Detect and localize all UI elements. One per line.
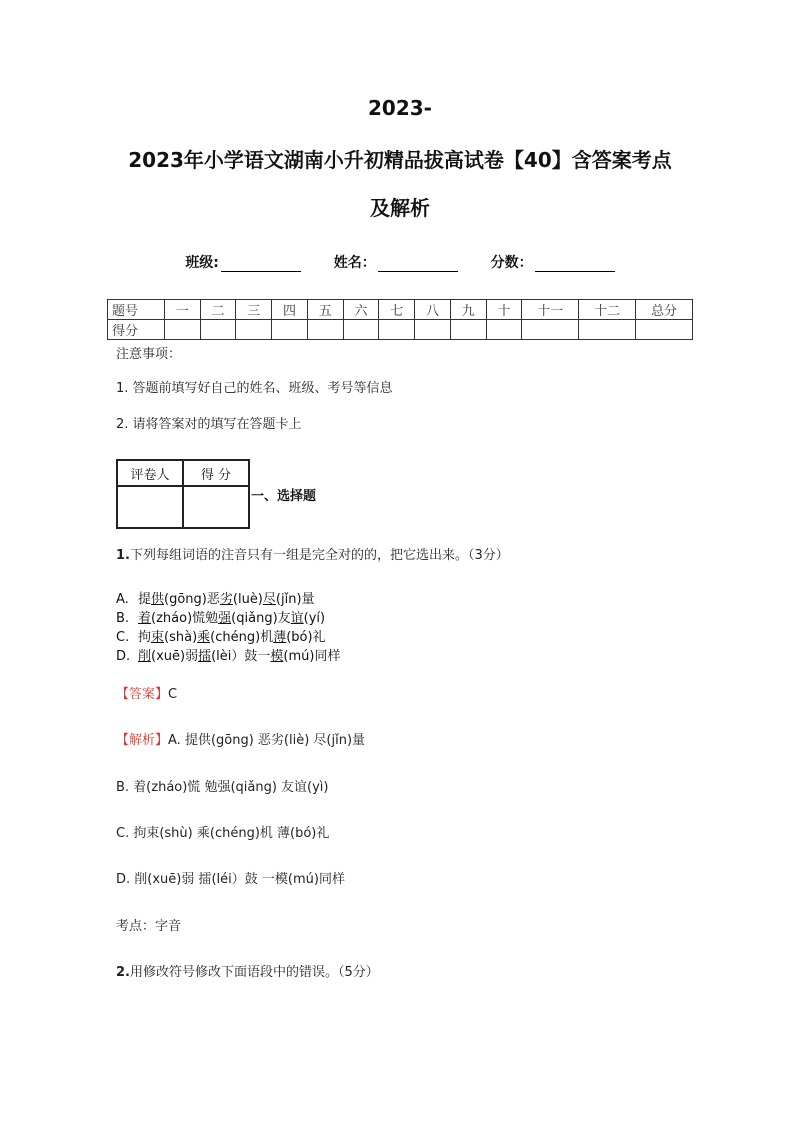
- score-table-score-row: [108, 320, 693, 340]
- score-cell[interactable]: [343, 320, 379, 340]
- kaodian-line: 考点：字音: [116, 919, 182, 934]
- score-table-header-row: [108, 300, 693, 320]
- answer-line: [116, 683, 177, 702]
- option-a[interactable]: A. 提供(gōng)恶劣(luè)尽(jǐn)量: [116, 592, 315, 607]
- score-cell[interactable]: [272, 320, 308, 340]
- table-cell: 六: [343, 300, 379, 320]
- table-cell: 总分: [636, 300, 693, 320]
- score-cell[interactable]: [164, 320, 200, 340]
- score-cell[interactable]: [636, 320, 693, 340]
- grader-cell[interactable]: [117, 486, 183, 528]
- grader-label: 评卷人: [117, 460, 183, 486]
- table-cell: 十二: [579, 300, 636, 320]
- analysis-line-1: 【解析】A. 提供(gōng) 恶劣(liè) 尽(jǐn)量: [116, 733, 366, 748]
- table-cell: 九: [450, 300, 486, 320]
- question-number: 2.: [116, 965, 130, 980]
- table-cell: 七: [379, 300, 415, 320]
- grader-table: [116, 459, 250, 529]
- score-cell[interactable]: [415, 320, 451, 340]
- score-cell[interactable]: [522, 320, 579, 340]
- analysis-line-4: D. 削(xuē)弱 擂(léi）鼓 一模(mú)同样: [116, 872, 345, 887]
- class-field[interactable]: 班级:: [185, 252, 301, 272]
- score-cell[interactable]: [200, 320, 236, 340]
- name-field[interactable]: 姓名：: [334, 252, 458, 272]
- option-d[interactable]: D. 削(xuē)弱擂(lèi）鼓一模(mú)同样: [116, 649, 341, 664]
- question-1-options: [116, 590, 340, 666]
- notice-item-1: 1. 答题前填写好自己的姓名、班级、考号等信息: [116, 381, 393, 396]
- grader-score-cell[interactable]: [183, 486, 249, 528]
- notice-heading: 注意事项：: [116, 347, 182, 362]
- table-cell: 一: [164, 300, 200, 320]
- score-cell[interactable]: [307, 320, 343, 340]
- table-cell: 三: [236, 300, 272, 320]
- analysis-line-3: C. 拘束(shù) 乘(chéng)机 薄(bó)礼: [116, 826, 330, 841]
- question-2-stem: 2.用修改符号修改下面语段中的错误。（5分）: [116, 965, 379, 980]
- notice-item-2: 2. 请将答案对的填写在答题卡上: [116, 417, 302, 432]
- analysis-label: 【解析】: [116, 733, 169, 748]
- student-info-row: [0, 252, 800, 272]
- score-cell[interactable]: [486, 320, 522, 340]
- title-line-1: 2023-: [368, 96, 432, 120]
- score-cell[interactable]: [579, 320, 636, 340]
- option-b[interactable]: B. 着(zháo)慌勉强(qiǎng)友谊(yí): [116, 611, 326, 626]
- table-cell: 八: [415, 300, 451, 320]
- score-cell[interactable]: [450, 320, 486, 340]
- table-cell: 题号: [108, 300, 165, 320]
- score-cell[interactable]: [379, 320, 415, 340]
- table-cell: 四: [272, 300, 308, 320]
- question-number: 1.: [116, 548, 130, 563]
- option-c[interactable]: C. 拘束(shà)乘(chéng)机薄(bó)礼: [116, 630, 326, 645]
- table-cell: 十: [486, 300, 522, 320]
- score-table: [107, 299, 693, 340]
- table-cell: 五: [307, 300, 343, 320]
- answer-label: 【答案】: [116, 687, 169, 702]
- question-1-stem: 1.下列每组词语的注音只有一组是完全对的的，把它选出来。（3分）: [116, 548, 509, 563]
- score-field[interactable]: 分数：: [491, 252, 615, 272]
- score-cell[interactable]: [236, 320, 272, 340]
- table-cell: 二: [200, 300, 236, 320]
- section-title: 一、选择题: [251, 489, 317, 504]
- answer-value: C: [168, 687, 178, 702]
- title-line-3: 及解析: [370, 196, 430, 220]
- table-cell: 十一: [522, 300, 579, 320]
- title-line-2: 2023年小学语文湖南小升初精品拔高试卷【40】含答案考点: [128, 148, 672, 172]
- analysis-line-2: B. 着(zháo)慌 勉强(qiǎng) 友谊(yì): [116, 780, 329, 795]
- table-cell: 得分: [108, 320, 165, 340]
- grader-score-label: 得 分: [183, 460, 249, 486]
